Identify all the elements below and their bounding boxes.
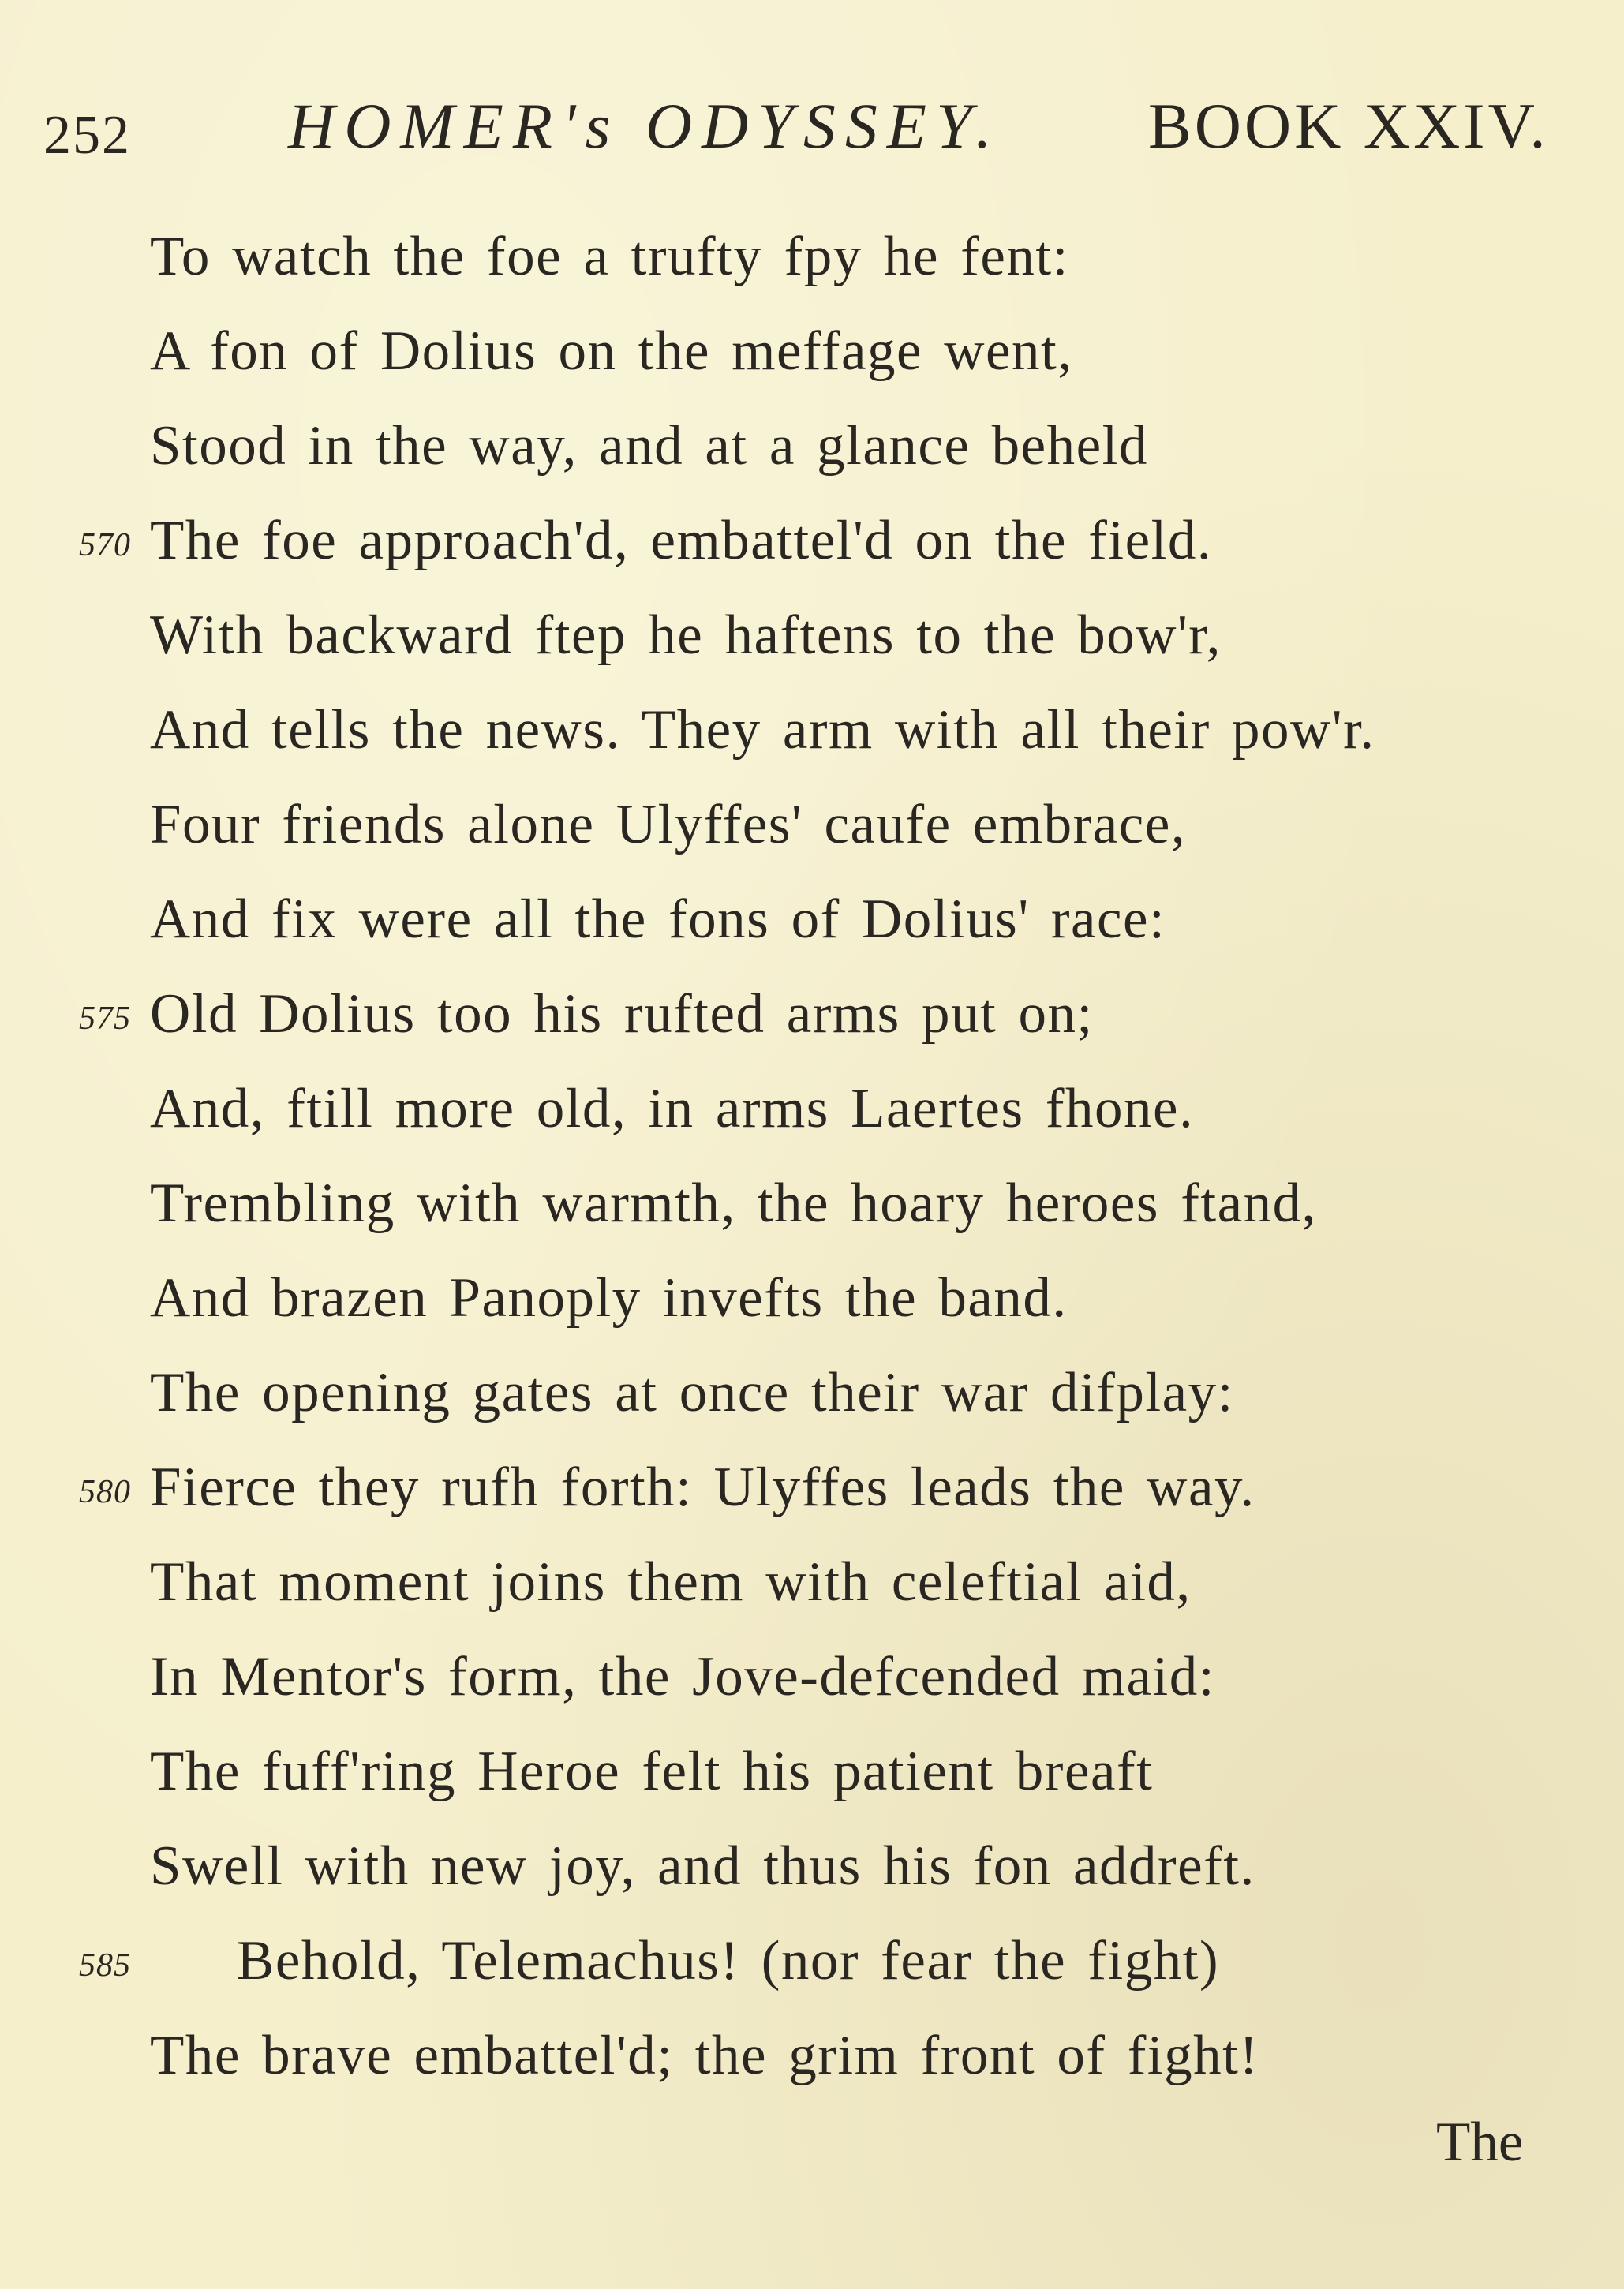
verse-text: The brave embattel'd; the grim front of fight!: [150, 2025, 1259, 2086]
verse-text: Old Dolius too his rufted arms put on;: [150, 983, 1094, 1045]
verse-text: That moment joins them with celeftial aid,: [150, 1551, 1192, 1613]
verse-text: Four friends alone Ulyffes' caufe embrace,: [150, 794, 1187, 855]
line-number: 575: [79, 1001, 131, 1037]
verse-line: [79, 1724, 1555, 1819]
verse-line: [79, 1061, 1555, 1156]
catchword: The: [1436, 2111, 1524, 2173]
verse-line: [79, 398, 1555, 493]
verse-line: [79, 209, 1555, 304]
verse-text: Swell with new joy, and thus his fon addreft.: [150, 1835, 1255, 1897]
verse-line: [79, 1629, 1555, 1724]
verse-line: [79, 304, 1555, 398]
verse-line: [79, 588, 1555, 683]
book-label: BOOK XXIV.: [1148, 90, 1549, 162]
verse-line: [79, 1913, 1555, 2008]
verse-text: The opening gates at once their war difplay:: [150, 1362, 1234, 1423]
running-header: [43, 83, 1549, 170]
line-number: 585: [79, 1947, 131, 1984]
verse-line: [79, 1440, 1555, 1535]
verse-text: Behold, Telemachus! (nor fear the fight): [237, 1930, 1220, 1992]
verse-line: [79, 493, 1555, 588]
verse-line: [79, 1251, 1555, 1345]
verse-text: Stood in the way, and at a glance beheld: [150, 415, 1148, 477]
line-number: 580: [79, 1474, 131, 1510]
verse-line: [79, 683, 1555, 777]
verse-block: [79, 209, 1555, 2103]
verse-text: Fierce they rufh forth: Ulyffes leads the way.: [150, 1457, 1255, 1518]
verse-text: And brazen Panoply invefts the band.: [150, 1267, 1068, 1329]
verse-text: A fon of Dolius on the meffage went,: [150, 320, 1073, 382]
verse-line: [79, 1156, 1555, 1251]
verse-text: To watch the foe a trufty fpy he fent:: [150, 226, 1069, 287]
verse-line: [79, 777, 1555, 872]
verse-text: In Mentor's form, the Jove-defcended maid:: [150, 1646, 1216, 1707]
verse-line: [79, 1819, 1555, 1913]
verse-text: Trembling with warmth, the hoary heroes ftand,: [150, 1173, 1317, 1234]
running-title: HOMER's ODYSSEY.: [288, 90, 1001, 162]
verse-line: [79, 967, 1555, 1061]
verse-text: With backward ftep he haftens to the bow'r,: [150, 604, 1222, 666]
line-number: 570: [79, 527, 131, 563]
verse-text: The fuff'ring Heroe felt his patient breaft: [150, 1741, 1154, 1802]
verse-line: [79, 1345, 1555, 1440]
verse-text: And tells the news. They arm with all their pow'r.: [150, 699, 1375, 761]
page-number: 252: [43, 105, 131, 166]
verse-line: [79, 2008, 1555, 2103]
verse-text: And, ftill more old, in arms Laertes fhone.: [150, 1078, 1195, 1139]
verse-line: [79, 1535, 1555, 1629]
verse-text: And fix were all the fons of Dolius' race:: [150, 888, 1166, 950]
verse-text: The foe approach'd, embattel'd on the field.: [150, 510, 1213, 571]
verse-line: [79, 872, 1555, 967]
